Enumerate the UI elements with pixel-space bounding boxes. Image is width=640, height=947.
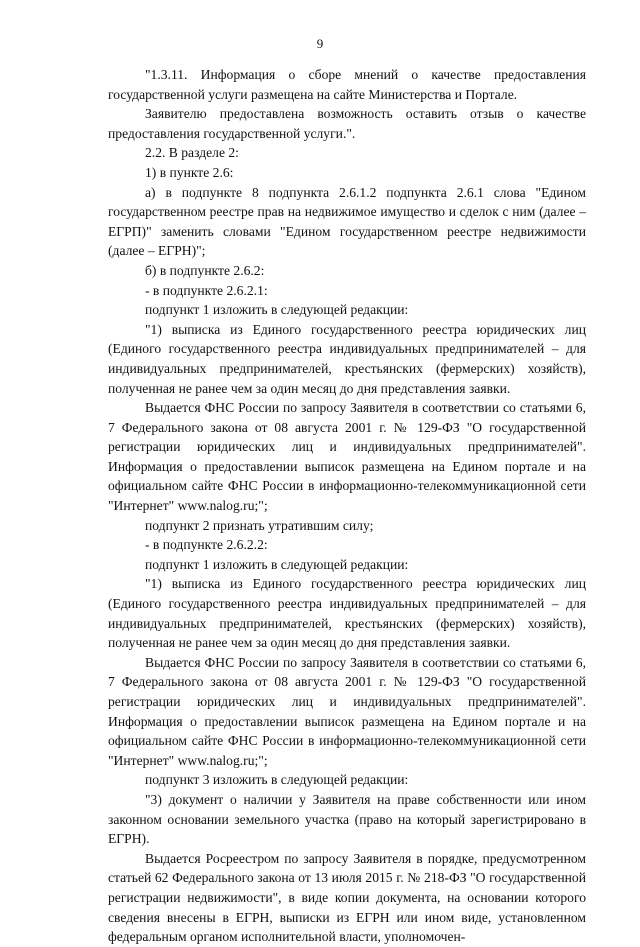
paragraph-4: 1) в пункте 2.6: — [145, 164, 234, 180]
paragraph-18: Выдается Росреестром по запросу Заявителя в порядке, предусмотренном статьей 62 Федерального закона от 13 июля 2015 г. № 218-ФЗ "О государственной регистрации недвижимости", в виде копии документа, на основании которого сведения внесены в ЕГРН, выписки из ЕГРН или ином виде, установленном федеральным органом исполнительной власти, уполномочен- — [108, 850, 586, 945]
paragraph-16: подпункт 3 изложить в следующей редакции: — [145, 772, 409, 788]
document-body — [108, 65, 586, 947]
paragraph-14: "1) выписка из Единого государственного реестра юридических лиц (Единого государственного реестра индивидуальных предпринимателей – для индивидуальных предпринимателей, крестьянских (фермерских) хозяйств), полученная не ранее чем за один месяц до дня представления заявки. — [108, 576, 586, 651]
paragraph-11: подпункт 2 признать утратившим силу; — [145, 517, 374, 533]
page-number: 9 — [316, 36, 324, 51]
paragraph-6: б) в подпункте 2.6.2: — [145, 262, 265, 278]
paragraph-5: а) в подпункте 8 подпункта 2.6.1.2 подпункта 2.6.1 слова "Едином государственном реестре прав на недвижимое имущество и сделок с ним (далее – ЕГРП)" заменить словами "Едином государственном реестре недвижимости (далее – ЕГРН)"; — [108, 184, 586, 259]
paragraph-12: - в подпункте 2.6.2.2: — [145, 537, 268, 553]
paragraph-15: Выдается ФНС России по запросу Заявителя в соответствии со статьями 6, 7 Федерального закона от 08 августа 2001 г. № 129-ФЗ "О государственной регистрации юридических лиц и индивидуальных предпринимателей". Информация о предоставлении выписок размещена на Едином портале и на официальном сайте ФНС России в информационно-телекоммуникационной сети "Интернет" www.nalog.ru;"; — [108, 654, 586, 768]
paragraph-13: подпункт 1 изложить в следующей редакции: — [145, 556, 409, 572]
paragraph-17: "3) документ о наличии у Заявителя на праве собственности или ином законном основании земельного участка (право на который зарегистрировано в ЕГРН). — [108, 791, 586, 847]
paragraph-10: Выдается ФНС России по запросу Заявителя в соответствии со статьями 6, 7 Федерального закона от 08 августа 2001 г. № 129-ФЗ "О государственной регистрации юридических лиц и индивидуальных предпринимателей". Информация о предоставлении выписок размещена на Едином портале и на официальном сайте ФНС России в информационно-телекоммуникационной сети "Интернет" www.nalog.ru;"; — [108, 400, 586, 514]
paragraph-9: "1) выписка из Единого государственного реестра юридических лиц (Единого государственного реестра индивидуальных предпринимателей – для индивидуальных предпринимателей, крестьянских (фермерских) хозяйств), полученная не ранее чем за один месяц до дня представления заявки. — [108, 321, 586, 396]
paragraph-8: подпункт 1 изложить в следующей редакции: — [145, 302, 409, 318]
paragraph-7: - в подпункте 2.6.2.1: — [145, 282, 268, 298]
paragraph-2: Заявителю предоставлена возможность оставить отзыв о качестве предоставления государственной услуги.". — [108, 106, 586, 141]
paragraph-3: 2.2. В разделе 2: — [145, 145, 239, 161]
paragraph-1: "1.3.11. Информация о сборе мнений о качестве предоставления государственной услуги размещена на сайте Министерства и Портале. — [108, 67, 586, 102]
